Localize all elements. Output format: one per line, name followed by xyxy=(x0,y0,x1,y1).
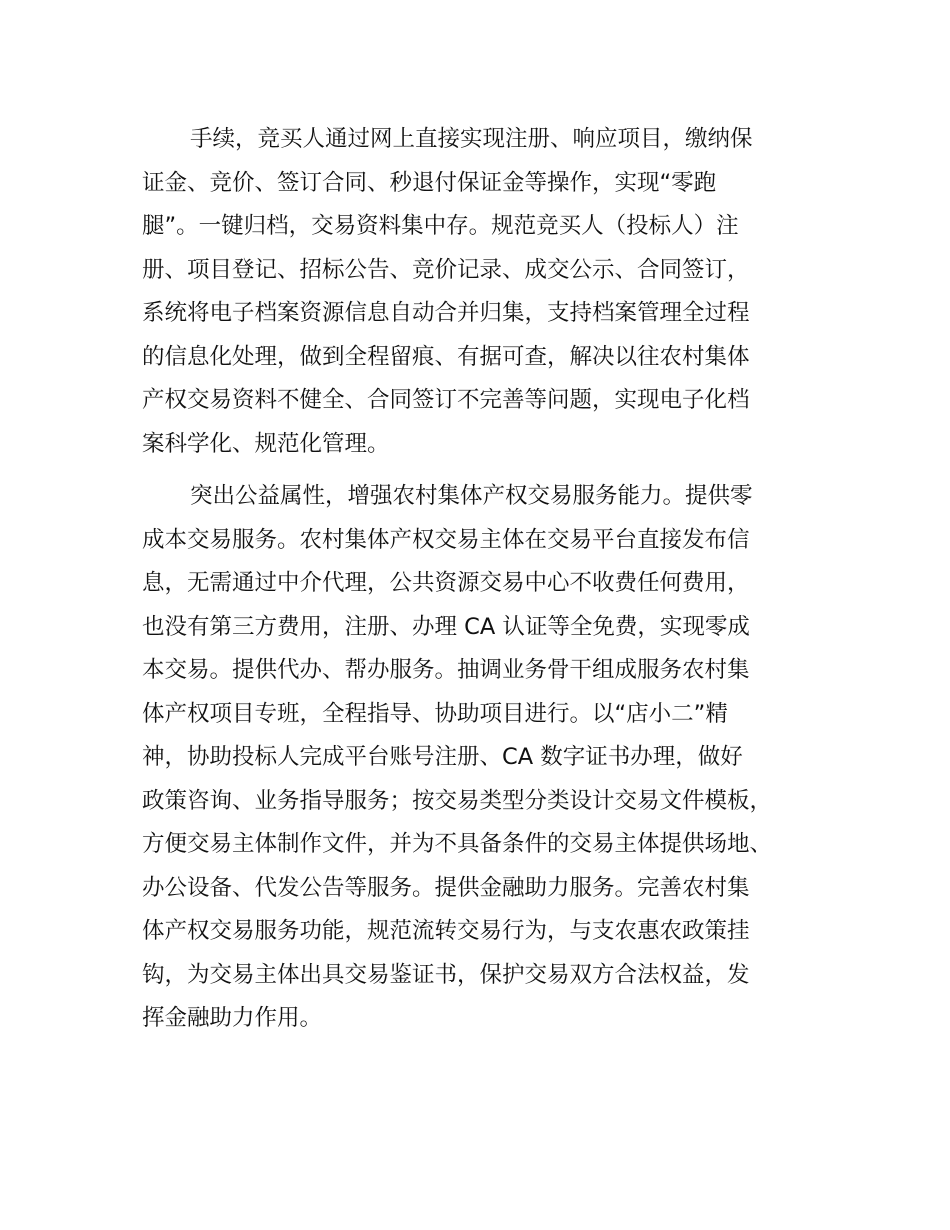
paragraph-line: 体产权交易服务功能，规范流转交易行为，与支农惠农政策挂 xyxy=(142,918,750,944)
paragraph-line: 神，协助投标人完成平台账号注册、CA 数字证书办理，做好 xyxy=(142,744,743,770)
paragraph-line: 体产权项目专班，全程指导、协助项目进行。以“店小二”精 xyxy=(142,700,728,727)
paragraph-line: 息，无需通过中介代理，公共资源交易中心不收费任何费用， xyxy=(142,570,750,596)
paragraph-line: 本交易。提供代办、帮办服务。抽调业务骨干组成服务农村集 xyxy=(142,657,750,683)
paragraph-line: 挥金融助力作用。 xyxy=(142,1005,323,1031)
paragraph-line: 成本交易服务。农村集体产权交易主体在交易平台直接发布信 xyxy=(142,526,750,553)
paragraph-line: 证金、竞价、签订合同、秒退付保证金等操作，实现“零跑 xyxy=(142,169,717,196)
paragraph-line: 也没有第三方费用，注册、办理 CA 认证等全免费，实现零成 xyxy=(142,613,750,640)
paragraph-line: 办公设备、代发公告等服务。提供金融助力服务。完善农村集 xyxy=(142,874,750,901)
paragraph-line: 方便交易主体制作文件，并为不具备条件的交易主体提供场地、 xyxy=(142,831,773,857)
paragraph-line: 政策咨询、业务指导服务；按交易类型分类设计交易文件模板， xyxy=(142,787,773,814)
paragraph-line: 腿”。一键归档，交易资料集中存。规范竞买人（投标人）注 xyxy=(142,213,739,239)
body-text xyxy=(142,118,842,1050)
paragraph-line: 钩，为交易主体出具交易鉴证书，保护交易双方合法权益，发 xyxy=(142,961,750,988)
paragraph-line: 产权交易资料不健全、合同签订不完善等问题，实现电子化档 xyxy=(142,387,750,413)
paragraph-line: 的信息化处理，做到全程留痕、有据可查，解决以往农村集体 xyxy=(142,343,750,370)
paragraph-2 xyxy=(142,475,842,1041)
paragraph-line: 案科学化、规范化管理。 xyxy=(142,430,390,457)
paragraph-line: 册、项目登记、招标公告、竞价记录、成交公示、合同签订， xyxy=(142,256,750,283)
paragraph-1 xyxy=(142,118,842,466)
paragraph-line: 系统将电子档案资源信息自动合并归集，支持档案管理全过程 xyxy=(142,300,750,326)
paragraph-line: 手续，竞买人通过网上直接实现注册、响应项目，缴纳保 xyxy=(190,126,753,152)
paragraph-line: 突出公益属性，增强农村集体产权交易服务能力。提供零 xyxy=(190,483,753,509)
